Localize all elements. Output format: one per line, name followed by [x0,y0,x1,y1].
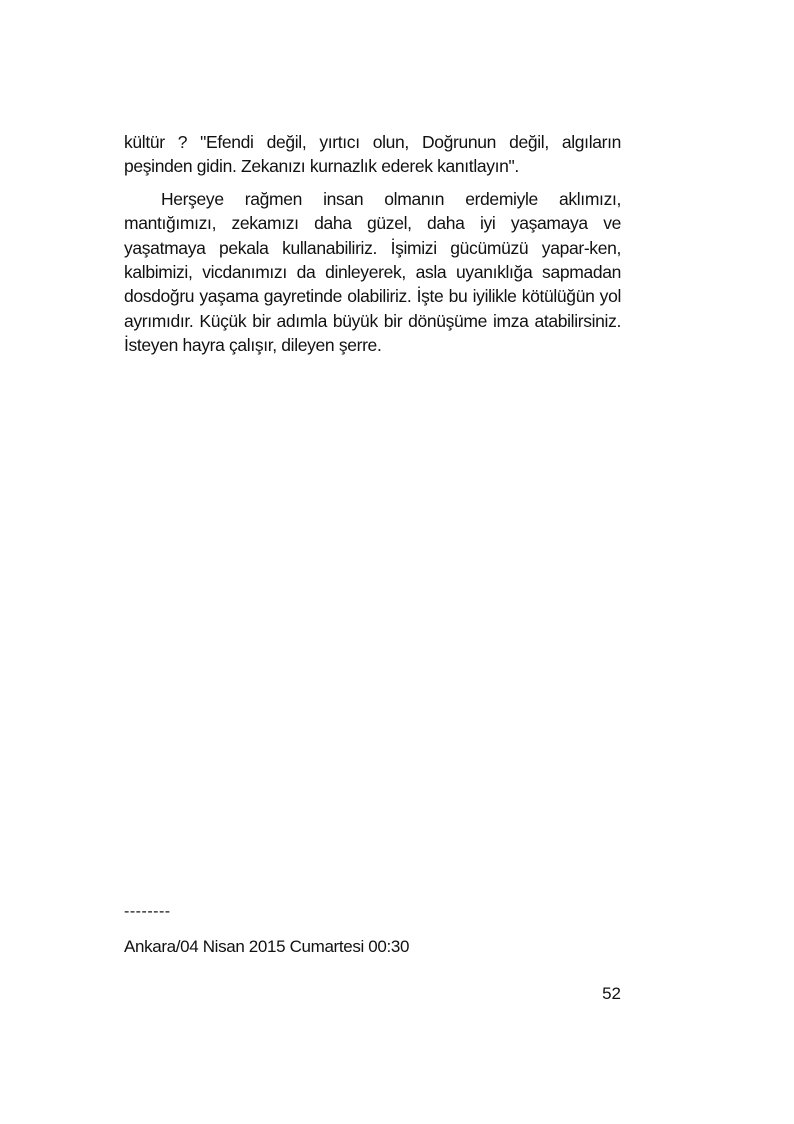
dateline: Ankara/04 Nisan 2015 Cumartesi 00:30 [124,937,410,956]
paragraph-continuation: kültür ? "Efendi değil, yırtıcı olun, Doğrunun değil, algıların peşinden gidin. Zekanızı kurnazlık ederek kanıtlayın". [124,132,621,177]
body-text [124,130,621,358]
page-number: 52 [602,984,621,1003]
paragraph: Herşeye rağmen insan olmanın erdemiyle aklımızı, mantığımızı, zekamızı daha güzel, daha iyi yaşamaya ve yaşatmaya pekala kullanabiliriz. İşimizi gücümüzü yapar-ken, kalbimizi, vicdanımızı da dinleyerek, asla uyanıklığa sapmadan dosdoğru yaşama gayretinde olabiliriz. İşte bu iyilikle kötülüğün yol ayrımıdır. Küçük bir adımla büyük bir dönüşüme imza atabilirsiniz. İsteyen hayra çalışır, dileyen şerre. [124,188,621,356]
footnote-separator: -------- [124,903,171,920]
